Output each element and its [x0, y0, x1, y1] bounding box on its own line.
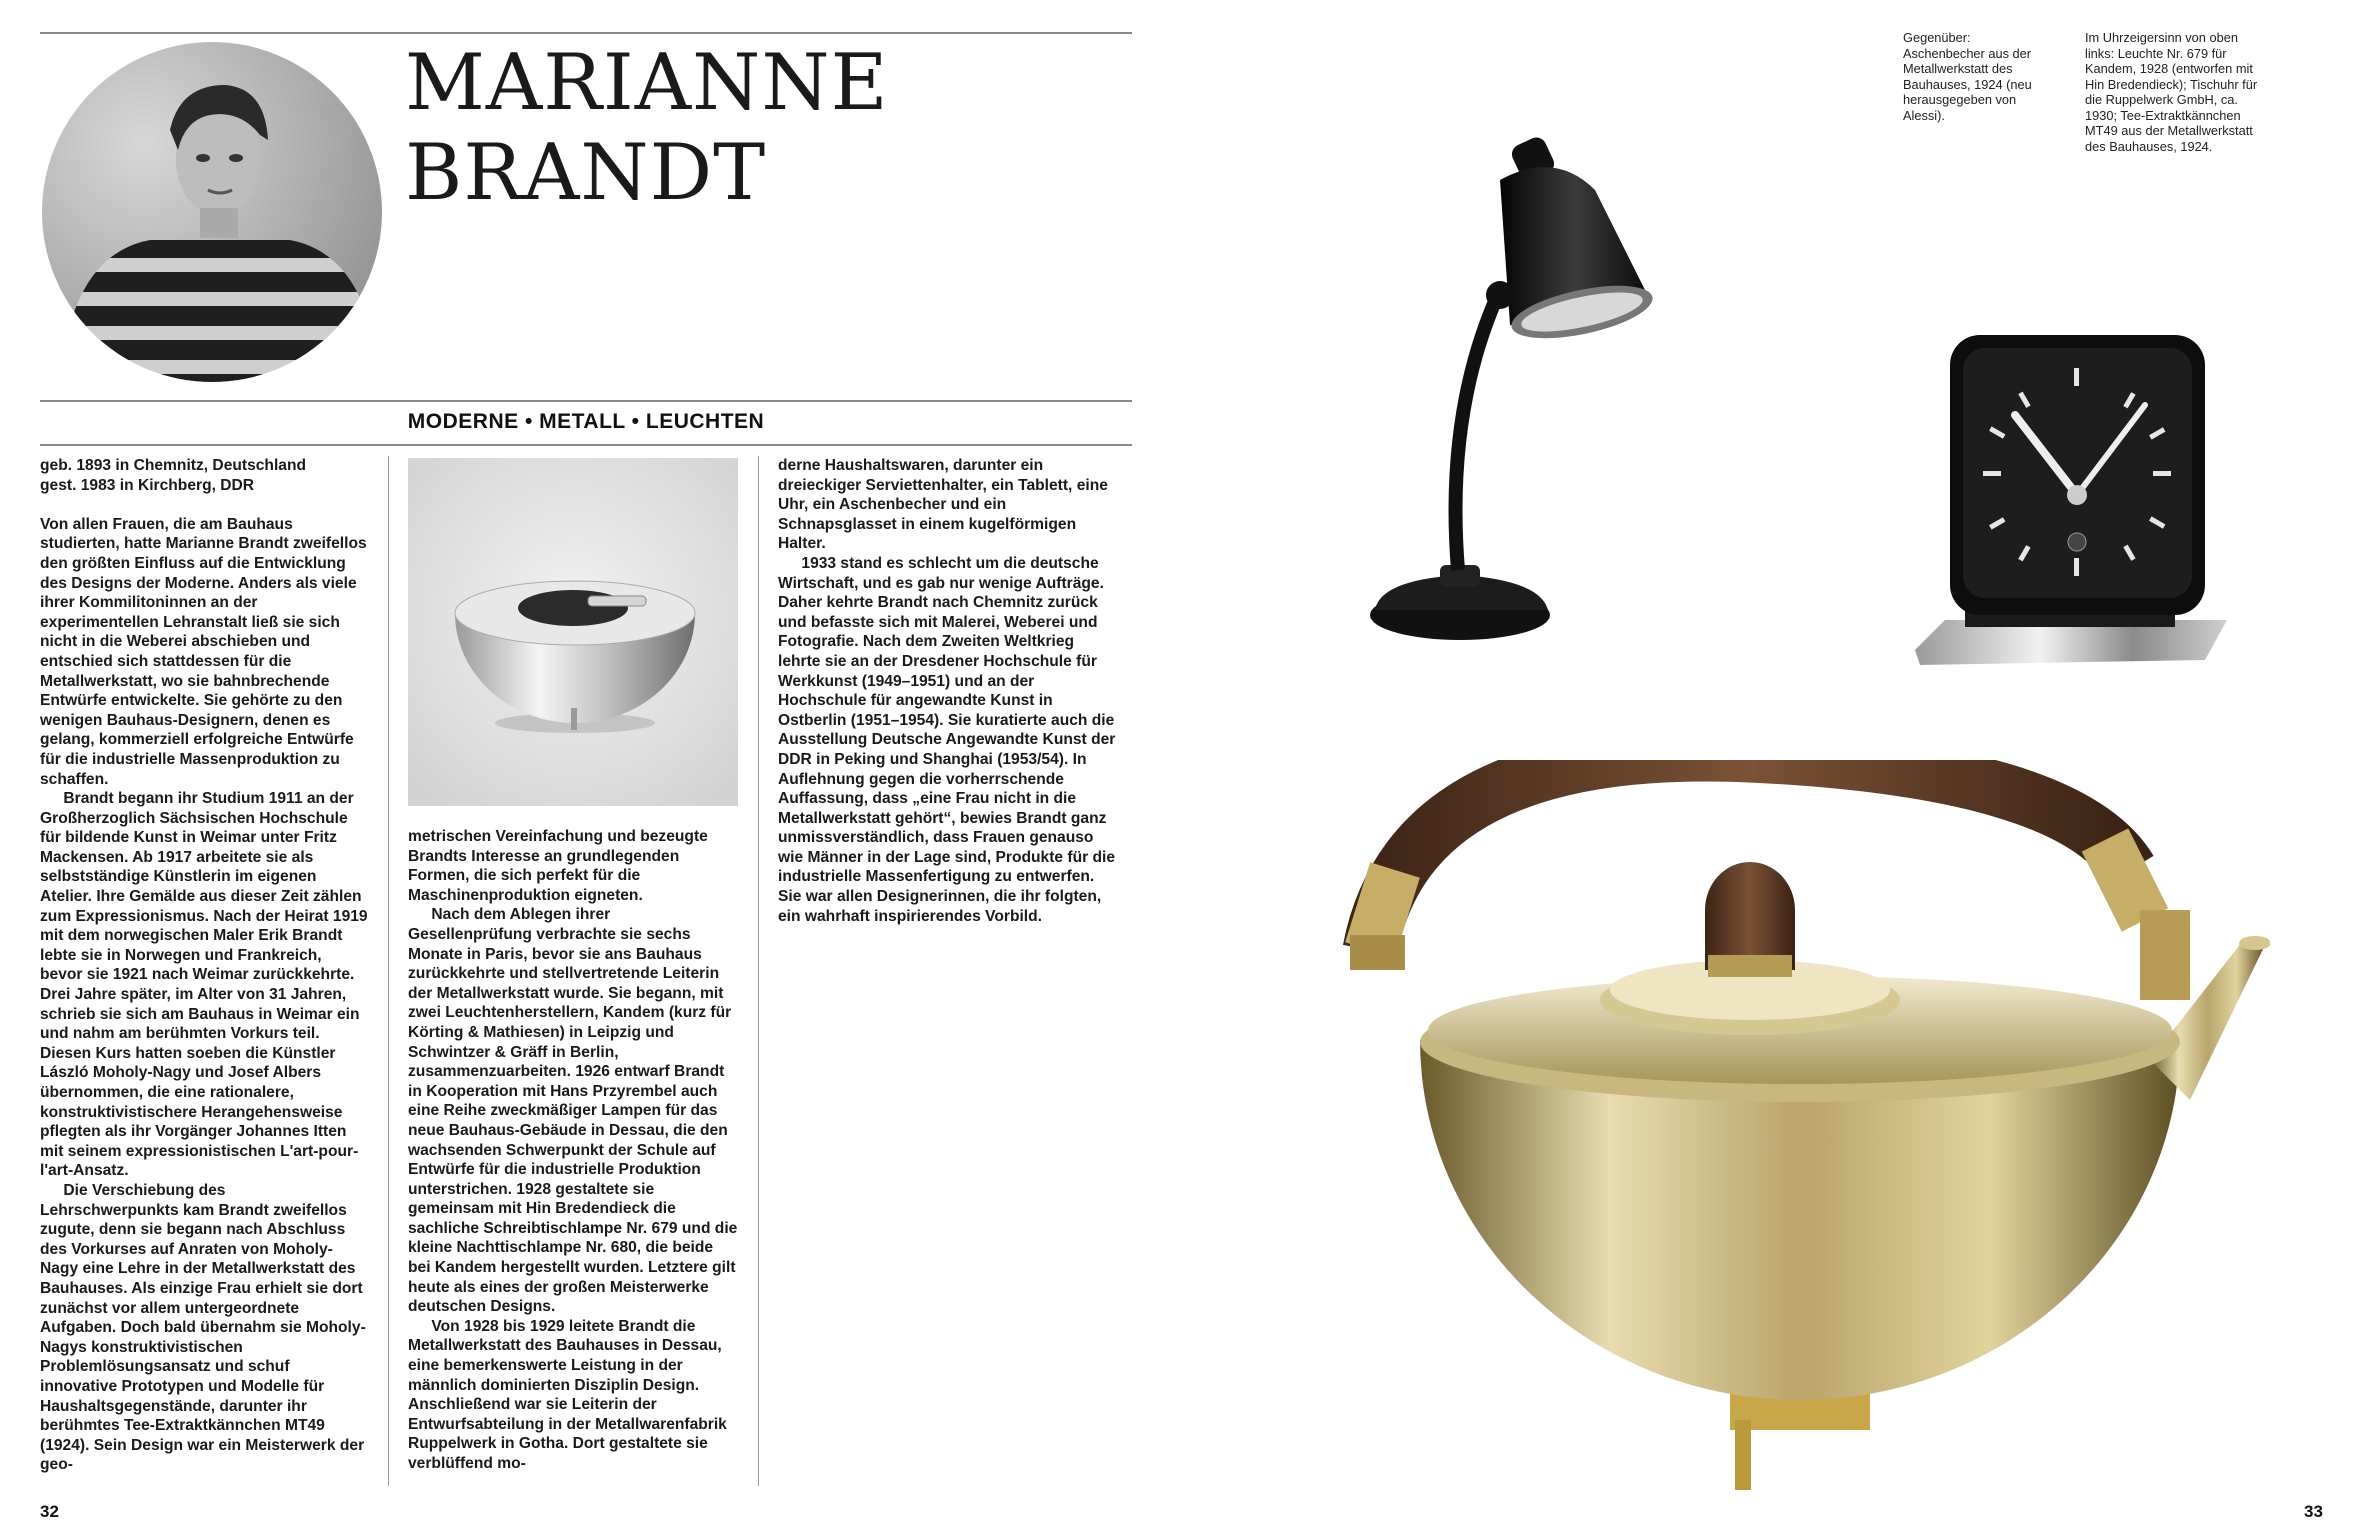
paragraph: Von 1928 bis 1929 leitete Brandt die Metallwerkstatt des Bauhauses in Dessau, eine bemerkenswerte Leistung in der männlich dominierten Disziplin Design. Anschließend war sie Leiterin der Entwurfsabteilung in der Metallwarenfabrik Ruppelwerk in Gotha. Dort gestaltete sie verblüffend mo-: [408, 1317, 727, 1472]
tagline-rule-top: [40, 400, 1132, 402]
paragraph: Nach dem Ablegen ihrer Gesellenprüfung verbrachte sie sechs Monate in Paris, bevor sie ans Bauhaus zurückkehrte und stellvertretende Leiterin der Metallwerkstatt wurde. Sie begann, mit zwei Leuchtenherstellern, Kandem (kurz für Körting & Mathiesen) in Leipzig und Schwintzer & Gräff in Berlin, zusammenzuarbeiten. 1926 entwarf Brandt in Kooperation mit Hans Przyrembel auch eine Reihe zweckmäßiger Lampen für das neue Bauhaus-Gebäude in Dessau, die den wachsenden Schwerpunkt der Schule auf Entwürfe für die industrielle Produktion unterstrichen. 1928 gestaltete sie gemeinsam mit Hin Bredendieck die sachliche Schreibtischlampe Nr. 679 und die kleine Nachttischlampe Nr. 680, die beide bei Kandem hergestellt wurden. Letztere gilt heute als eines der großen Meisterwerke deutschen Designs.: [408, 906, 738, 1316]
paragraph: Die Verschiebung des Lehrschwerpunkts kam Brandt zweifellos zugute, denn sie begann nach Abschluss des Vorkurses auf Anraten von Moholy-Nagy eine Lehre in der Metallwerkstatt des Bauhauses. Als einzige Frau erhielt sie dort zunächst vor allem untergeordnete Aufgaben. Doch bald übernahm sie Moholy-Nagys konstruktivistischen Problemlösungsansatz und schuf innovative Prototypen und Modelle für Haushaltsgegenstände, darunter ihr berühmtes Tee-Extraktkännchen MT49 (1924). Sein Design war ein Meisterwerk der geo-: [40, 1181, 366, 1474]
title-line-2: BRANDT: [405, 128, 767, 218]
paragraph: derne Haushaltswaren, darunter ein dreieckiger Serviettenhalter, ein Tablett, eine Uhr, ein Aschenbecher und ein Schnapsglasset in einem kugelförmigen Halter.: [778, 457, 1108, 553]
caption-right: Im Uhrzeigersinn von oben links: Leuchte Nr. 679 für Kandem, 1928 (entworfen mit Hin Bredendieck); Tischuhr für die Ruppelwerk GmbH, ca. 1930; Tee-Extraktkännchen MT49 aus der Metallwerkstatt des Bauhauses, 1924.: [2085, 30, 2258, 154]
tagline-rule-bottom: [40, 444, 1132, 446]
paragraph: Von allen Frauen, die am Bauhaus studierten, hatte Marianne Brandt zweifellos den größten Einfluss auf die Entwicklung des Designs der Moderne. Anders als viele ihrer Kommilitoninnen an der experimentellen Lehranstalt ließ sie sich nicht in die Weberei abschieben und entschied sich stattdessen für die Metallwerkstatt, wo sie bahnbrechende Entwürfe entwickelte. Sie gehörte zu den wenigen Bauhaus-Designern, denen es gelang, kommerziell erfolgreiche Entwürfe für die industrielle Massenproduktion zu schaffen.: [40, 515, 367, 788]
teapot-mt49-photo: [1310, 760, 2270, 1500]
ashtray-photo: [408, 458, 738, 806]
paragraph: 1933 stand es schlecht um die deutsche Wirtschaft, und es gab nur wenige Aufträge. Daher kehrte Brandt nach Chemnitz zurück und befasste sich mit Malerei, Weberei und Fotografie. Nach dem Zweiten Weltkrieg lehrte sie an der Dresdener Hochschule für Werkkunst (1949–1951) und an der Hochschule für angewandte Kunst in Ostberlin (1951–1954). Sie kuratierte auch die Ausstellung Deutsche Angewandte Kunst der DDR in Peking und Shanghai (1953/54). In Auflehnung gegen die vorherrschende Auffassung, dass „eine Frau nicht in die Metallwerkstatt gehört“, bewies Brandt ganz unmissverständlich, dass Frauen genauso wie Männer in der Lage sind, Produkte für die industrielle Massenfertigung zu entwerfen. Sie war allen Designerinnen, die ihr folgten, ein wahrhaft inspirierendes Vorbild.: [778, 554, 1116, 925]
ashtray-illustration: [408, 458, 738, 806]
death-line: gest. 1983 in Kirchberg, DDR: [40, 476, 255, 494]
table-clock-photo: [1905, 330, 2237, 680]
birth-line: geb. 1893 in Chemnitz, Deutschland: [40, 457, 307, 474]
column-divider: [388, 456, 389, 1486]
text-column-3: [778, 456, 1118, 926]
paragraph: metrischen Vereinfachung und bezeugte Brandts Interesse an grundlegenden Formen, die sich perfekt für die Maschinenproduktion eigneten.: [408, 828, 708, 904]
paragraph: Brandt begann ihr Studium 1911 an der Großherzoglich Sächsischen Hochschule für bildende Kunst in Weimar unter Fritz Mackensen. Ab 1917 arbeitete sie als selbstständige Künstlerin im eigenen Atelier. Ihre Gemälde aus dieser Zeit zählen zum Expressionismus. Nach der Heirat 1919 mit dem norwegischen Maler Erik Brandt lebte sie in Norwegen und Frankreich, bevor sie 1921 nach Weimar zurückkehrte. Drei Jahre später, im Alter von 31 Jahren, schrieb sie sich am Bauhaus in Weimar ein und nahm am berühmten Vorkurs teil. Diesen Kurs hatten soeben die Künstler László Moholy-Nagy und Josef Albers übernommen, die eine rationalere, konstruktivistischere Herangehensweise pflegten als ihr Vorgänger Johannes Itten mit seinem expressionistischen L'art-pour-l'art-Ansatz.: [40, 790, 368, 1180]
text-column-2: [408, 827, 738, 1474]
column-divider: [758, 456, 759, 1486]
desk-lamp-photo: [1350, 110, 1670, 650]
title-line-1: MARIANNE: [405, 38, 889, 128]
top-rule: [40, 32, 1132, 34]
page-number-left: 32: [40, 1502, 59, 1521]
article-title: [405, 38, 889, 218]
text-column-1: [40, 456, 368, 1475]
portrait-photo: [40, 40, 385, 385]
tagline: MODERNE • METALL • LEUCHTEN: [407, 410, 765, 433]
caption-left: Gegenüber: Aschenbecher aus der Metallwerkstatt des Bauhauses, 1924 (neu herausgegeben von Alessi).: [1903, 30, 2032, 123]
page-number-right: 33: [2304, 1502, 2323, 1521]
